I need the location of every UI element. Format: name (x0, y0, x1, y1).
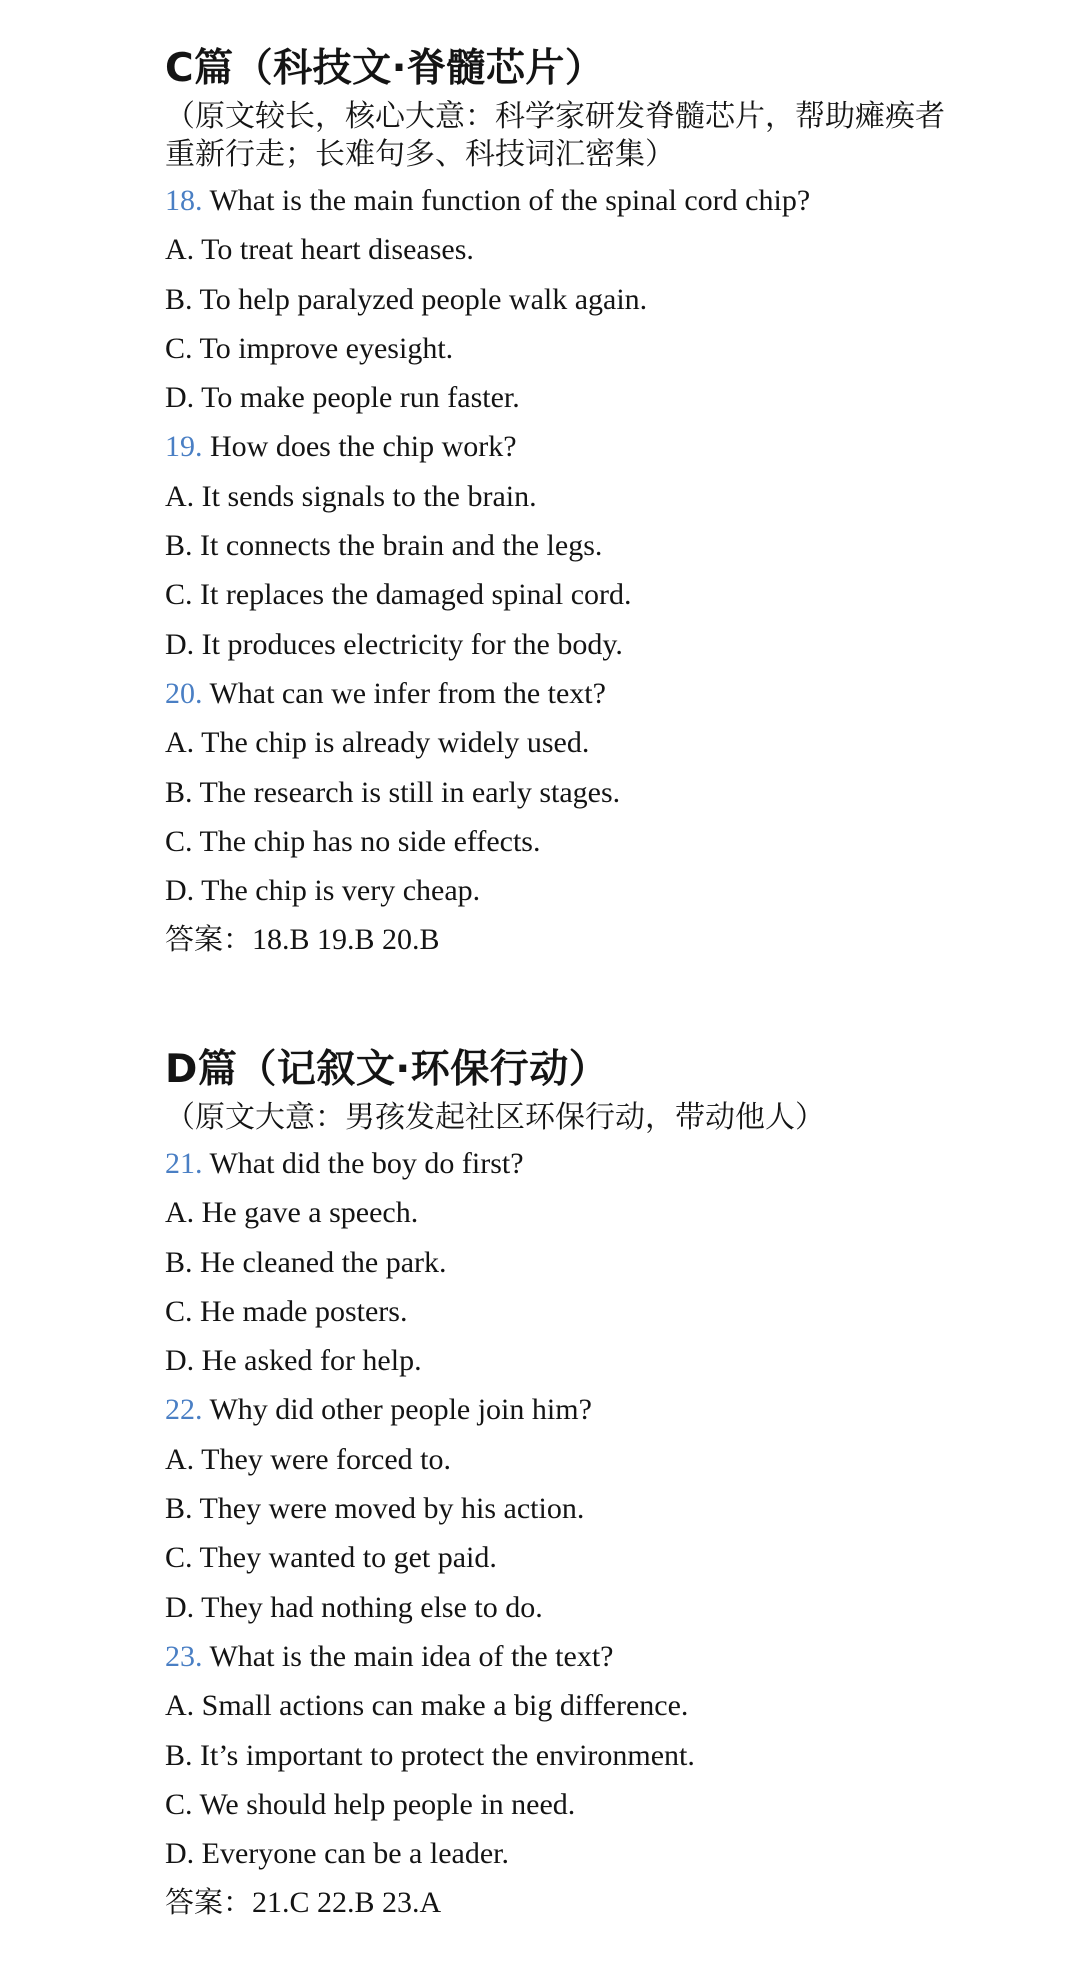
section-d (165, 1045, 1045, 1928)
answer-option: A. It sends signals to the brain. (165, 479, 537, 513)
answer-option: C. They wanted to get paid. (165, 1541, 497, 1575)
answer-option: A. To treat heart diseases. (165, 233, 474, 267)
answer-option: A. They were forced to. (165, 1442, 451, 1476)
answer-option: D. He asked for help. (165, 1344, 422, 1378)
answer-option: B. They were moved by his action. (165, 1492, 585, 1526)
answer-key-value: 21.C 22.B 23.A (252, 1886, 442, 1920)
question-number: 18. (165, 184, 203, 217)
question-number: 22. (165, 1393, 203, 1427)
answer-option: D. They had nothing else to do. (165, 1590, 543, 1624)
question-stem (165, 1632, 1045, 1681)
answer-option: B. To help paralyzed people walk again. (165, 282, 648, 316)
question-text: What did the boy do first? (209, 1147, 524, 1180)
answer-option: C. To improve eyesight. (165, 331, 454, 365)
answer-option: A. The chip is already widely used. (165, 726, 590, 760)
question-number: 21. (165, 1147, 203, 1180)
answer-option: A. Small actions can make a big difference. (165, 1689, 689, 1723)
answer-option: D. It produces electricity for the body. (165, 627, 623, 661)
answer-option: C. We should help people in need. (165, 1787, 576, 1821)
section-title: C篇（科技文·脊髓芯片） (165, 46, 605, 91)
question-text: How does the chip work? (210, 430, 517, 464)
question-number: 19. (165, 430, 203, 464)
answer-key (165, 915, 1045, 964)
section-summary: （原文较长，核心大意：科学家研发脊髓芯片，帮助瘫痪者重新行走；长难句多、科技词汇密集） (165, 99, 945, 172)
section-summary: （原文大意：男孩发起社区环保行动，带动他人） (165, 1100, 825, 1135)
question-number: 20. (165, 676, 203, 710)
question-text: What is the main function of the spinal cord chip? (209, 184, 811, 217)
question-text: What can we infer from the text? (209, 676, 606, 710)
question-stem (165, 1139, 1045, 1188)
answer-option: D. To make people run faster. (165, 381, 520, 415)
answer-option: C. It replaces the damaged spinal cord. (165, 578, 632, 612)
answer-key-label: 答案： (165, 1885, 253, 1920)
question-stem (165, 422, 1045, 471)
answer-key-label: 答案： (165, 922, 253, 957)
answer-option: B. It connects the brain and the legs. (165, 529, 603, 563)
question-number: 23. (165, 1639, 203, 1673)
question-text: What is the main idea of the text? (209, 1639, 614, 1673)
section-c (165, 44, 1045, 965)
section-title: D篇（记叙文·环保行动） (165, 1047, 609, 1092)
answer-option: B. He cleaned the park. (165, 1245, 447, 1279)
answer-key (165, 1878, 1045, 1927)
answer-option: C. The chip has no side effects. (165, 824, 541, 858)
answer-key-value: 18.B 19.B 20.B (252, 923, 440, 957)
question-stem (165, 1385, 1045, 1434)
answer-option: C. He made posters. (165, 1294, 408, 1328)
answer-option: D. Everyone can be a leader. (165, 1837, 509, 1871)
question-text: Why did other people join him? (209, 1393, 592, 1427)
question-stem (165, 669, 1045, 718)
answer-option: B. It’s important to protect the environment. (165, 1738, 695, 1772)
answer-option: D. The chip is very cheap. (165, 874, 481, 908)
question-stem (165, 176, 1045, 225)
answer-option: B. The research is still in early stages. (165, 775, 621, 809)
answer-option: A. He gave a speech. (165, 1196, 419, 1230)
